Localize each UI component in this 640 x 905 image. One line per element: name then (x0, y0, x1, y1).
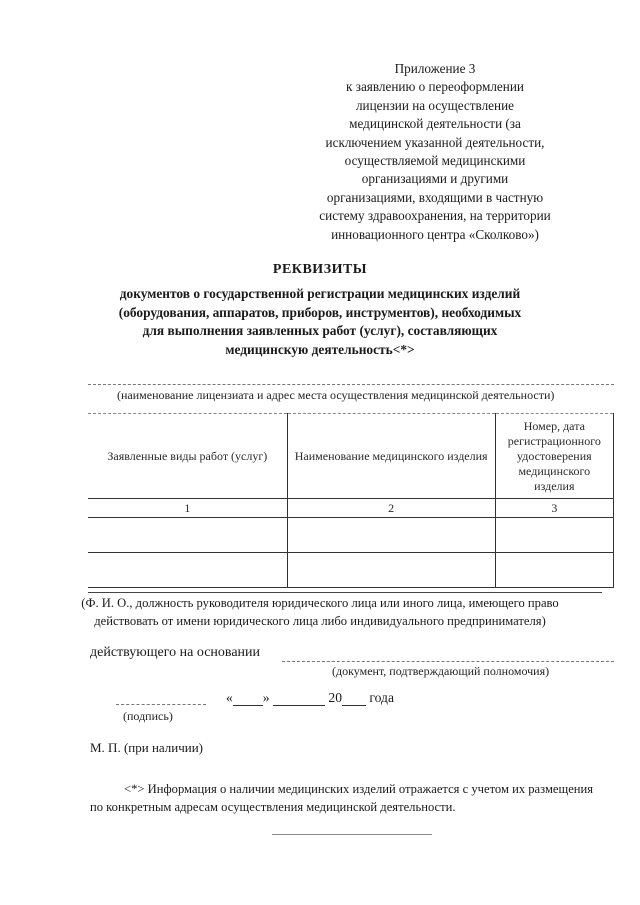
signature-caption: (подпись) (123, 709, 173, 723)
acting-label: действующего на основании (90, 645, 261, 660)
table-cell (287, 518, 495, 553)
table-cell (495, 553, 613, 588)
appendix-line: Приложение 3 (394, 61, 476, 76)
subtitle-line: (оборудования, аппаратов, приборов, инструментов), необходимых (118, 304, 522, 320)
fio-caption (0, 594, 640, 630)
fio-caption-line: действовать от имени юридического лица либо индивидуального предпринимателя) (94, 614, 546, 628)
fio-field-line (88, 592, 602, 593)
date-open-quote: « (226, 690, 233, 705)
year-suffix: года (369, 690, 394, 705)
licensee-caption: (наименование лицензиата и адрес места осуществления медицинской деятельности) (117, 388, 555, 402)
appendix-line: организациями, входящими в частную (326, 189, 544, 205)
header-registration-number: Номер, дата регистрационного удостоверения медицинского изделия (495, 414, 613, 499)
table-cell (88, 518, 287, 553)
appendix-line: лицензии на осуществление (355, 97, 515, 113)
table-number-row (88, 499, 614, 518)
header-device-name: Наименование медицинского изделия (287, 414, 495, 499)
table-cell (88, 553, 287, 588)
document-title: РЕКВИЗИТЫ (272, 262, 368, 277)
date-field (226, 689, 394, 706)
subtitle-line: медицинскую деятельность<*> (225, 341, 415, 357)
acting-field-line (282, 661, 614, 662)
table-cell (287, 553, 495, 588)
footnote-line: по конкретным адресам осуществления медицинской деятельности. (90, 800, 456, 814)
appendix-line: осуществляемой медицинскими (344, 153, 526, 169)
stamp-label: М. П. (при наличии) (90, 740, 204, 755)
table-cell (495, 518, 613, 553)
column-number: 2 (287, 499, 495, 518)
document-subtitle (80, 285, 560, 359)
column-number: 3 (495, 499, 613, 518)
signature-line (116, 704, 206, 705)
day-field[interactable] (233, 689, 263, 706)
year-field[interactable] (342, 689, 366, 706)
footnote (90, 780, 615, 816)
date-close-quote: » (262, 690, 270, 705)
subtitle-line: документов о государственной регистрации медицинских изделий (119, 286, 521, 301)
column-number: 1 (88, 499, 287, 518)
end-divider (272, 834, 432, 835)
acting-caption: (документ, подтверждающий полномочия) (332, 664, 550, 678)
appendix-line: организациями и другими (361, 171, 509, 187)
table-header-row (88, 414, 614, 499)
header-work-types: Заявленные виды работ (услуг) (88, 414, 287, 499)
appendix-line: к заявлению о переоформлении (346, 79, 524, 95)
table-row (88, 518, 614, 553)
appendix-block (300, 60, 570, 244)
footnote-line: <*> Информация о наличии медицинских изделий отражается с учетом их размещения (124, 782, 594, 796)
subtitle-line: для выполнения заявленных работ (услуг), составляющих (142, 323, 498, 339)
appendix-line: медицинской деятельности (за (349, 116, 521, 132)
fio-caption-line: (Ф. И. О., должность руководителя юридического лица или иного лица, имеющего право (81, 596, 559, 610)
appendix-line: исключением указанной деятельности, (325, 134, 545, 150)
licensee-field-line (88, 384, 614, 385)
month-field[interactable] (273, 689, 325, 706)
appendix-line: инновационного центра «Сколково») (331, 226, 539, 242)
table-row (88, 553, 614, 588)
devices-table (88, 413, 614, 588)
year-prefix: 20 (328, 690, 342, 705)
appendix-line: систему здравоохранения, на территории (319, 208, 551, 224)
